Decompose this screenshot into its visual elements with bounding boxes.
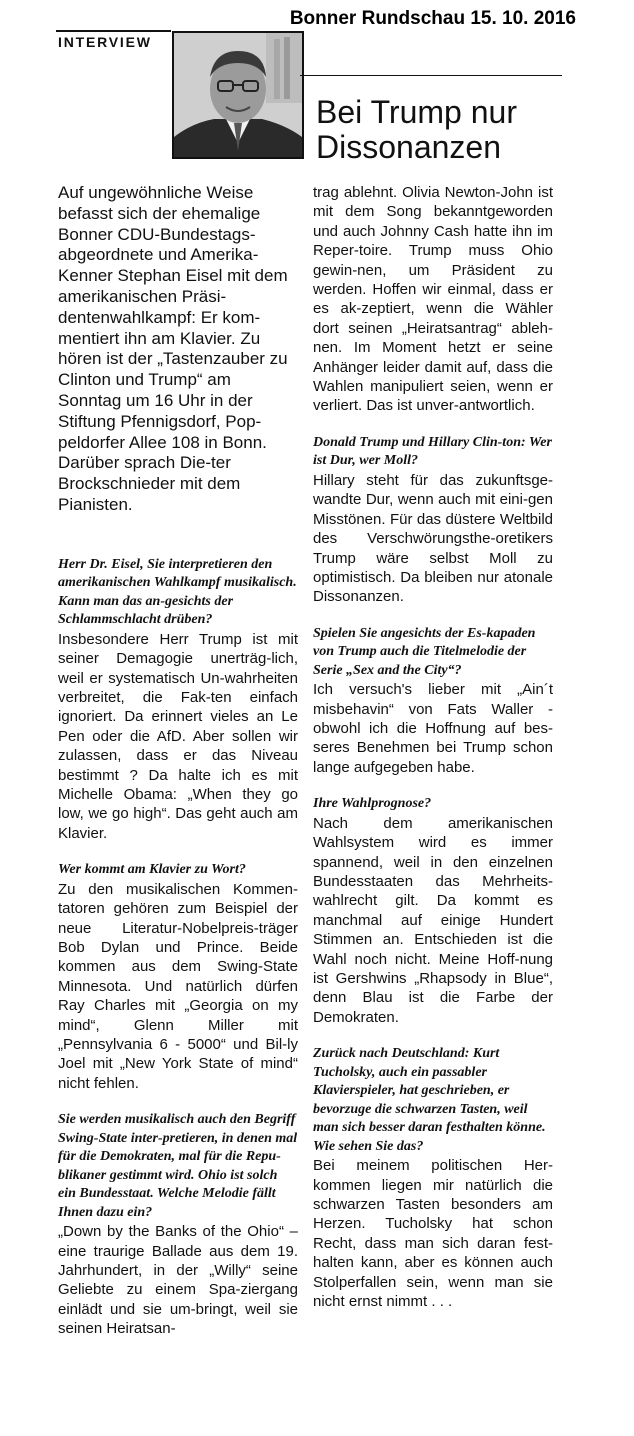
interview-answer: „Down by the Banks of the Ohio“ – eine traurige Ballade aus dem 19. Jahrhundert, in der „Willy“ seine Geliebte zu einem Spa-ziergang einlädt und sie um-bringt, weil sie seinen Heiratsan- (58, 1223, 298, 1338)
kicker-rule (56, 30, 171, 32)
interview-answer: Ich versuch's lieber mit „Ain´t misbehavin“ von Fats Waller - obwohl ich die Hoffnung auf bes-seres Benehmen bei Trump schon lange aufgegeben habe. (313, 681, 553, 776)
source-caption: Bonner Rundschau 15. 10. 2016 (289, 8, 576, 29)
interview-question: Sie werden musikalisch auch den Begriff Swing-State inter-pretieren, in denen mal für die Demokraten, mal für die Repu-blikaner gestimmt wird. Ohio ist solch ein Bundesstaat. Welche Melodie fällt Ihnen dazu ein? (58, 1112, 298, 1220)
interview-question: Zurück nach Deutschland: Kurt Tucholsky, auch ein passabler Klavierspieler, hat geschrieben, er bevorzuge die schwarzen Tasten, weil man sich besser daran festhalten könne. Wie sehen Sie das? (313, 1046, 546, 1154)
right-column (313, 183, 553, 1311)
section-kicker: INTERVIEW (58, 34, 152, 50)
portrait-photo (172, 31, 304, 159)
interview-question: Ihre Wahlprognose? (313, 796, 432, 812)
interview-answer: Hillary steht für das zukunftsge-wandte Dur, wenn auch mit eini-gen Misstönen. Für das düstere Weltbild des Verschwörungsthe-oretikers Trump wäre selbst Moll zu optimistisch. Da bleiben nur atonale Dissonanzen. (313, 471, 553, 606)
interview-answer: Insbesondere Herr Trump ist mit seiner Demagogie unerträg-lich, weil er systematisch Un-wahrheiten verbreitet, die Fak-ten einfach ignoriert. Da erinnert vieles an Le Pen oder die AfD. Aber sollen wir zulassen, dass er das Niveau bestimmt ? Da halte ich es mit Michelle Obama: „When they go low, we go high“. Das geht auch am Klavier. (58, 630, 298, 842)
interview-question: Spielen Sie angesichts der Es-kapaden von Trump auch die Titelmelodie der Serie „Sex and the City“? (313, 625, 536, 678)
interview-answer: Bei meinem politischen Her-kommen liegen mir natürlich die schwarzen Tasten besonders am Herzen. Tucholsky hat schon Recht, dass man sich daran fest-halten kann, aber es können auch Stolperfallen sein, wenn man sie nicht ernst nimmt . . . (313, 1157, 553, 1311)
interview-answer: Nach dem amerikanischen Wahlsystem wird es immer spannend, weil in den einzelnen Bundesstaaten das Mehrheits-wahlrecht gilt. Da kommt es manchmal auf einige Hundert Stimmen an. Entschieden ist die Wahl noch nicht. Meine Hoff-nung ist Gershwins „Rhapsody in Blue“, denn Blau ist die Farbe der Demokraten. (313, 814, 553, 1026)
portrait-icon (174, 33, 302, 157)
interview-question: Donald Trump und Hillary Clin-ton: Wer ist Dur, wer Moll? (313, 434, 552, 469)
interview-question: Wer kommt am Klavier zu Wort? (58, 862, 246, 878)
headline-rule (300, 75, 562, 76)
interview-answer: Zu den musikalischen Kommen-tatoren gehören zum Beispiel der neue Literatur-Nobelpreis-träger Bob Dylan und Prince. Beide kommen aus dem Swing-State Minnesota. Und natürlich dürfen Ray Charles mit „Georgia on my mind“, Glenn Miller mit „Pennsylvania 6 - 5000“ und Bil-ly Joel mit „New York State of mind“ nicht fehlen. (58, 880, 298, 1092)
left-column (58, 183, 298, 1339)
interview-answer: trag ablehnt. Olivia Newton-John ist mit dem Song bekanntgeworden und auch Johnny Cash hatte ihn im Reper-toire. Trump muss Ohio gewin-nen, um Präsident zu werden. Hoffen wir einmal, dass er es ak-zeptiert, wenn die Wähler dort seinen „Heiratsantrag“ ableh-nen. Im Moment hetzt er seine Anhänger leider damit auf, dass die Wahlen manipuliert seien, wenn er verliert. Das ist unver-antwortlich. (313, 184, 553, 415)
interview-question: Herr Dr. Eisel, Sie interpretieren den amerikanischen Wahlkampf musikalisch. Kann man das an-gesichts der Schlammschlacht drüben? (58, 556, 297, 628)
lead-paragraph: Auf ungewöhnliche Weise befasst sich der ehemalige Bonner CDU-Bundestags-abgeordnete und Amerika-Kenner Stephan Eisel mit dem amerikanischen Präsi-dentenwahlkampf: Er kom-mentiert ihn am Klavier. Zu hören ist der „Tastenzauber zu Clinton und Trump“ am Sonntag um 16 Uhr in der Stiftung Pfennigsdorf, Pop-peldorfer Allee 108 in Bonn. Darüber sprach Die-ter Brockschnieder mit dem Pianisten. (58, 183, 288, 514)
headline: Bei Trump nur Dissonanzen (316, 94, 517, 166)
